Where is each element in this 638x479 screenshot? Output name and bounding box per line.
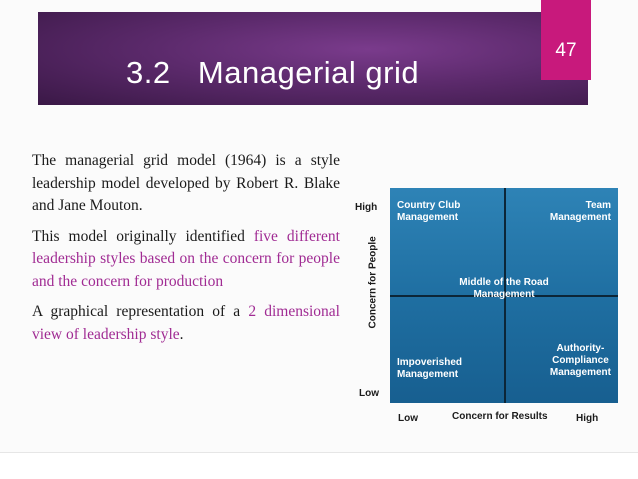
title-banner bbox=[38, 12, 588, 105]
paragraph-2-text: This model originally identified bbox=[32, 227, 254, 245]
cell-authority-line-2: Compliance bbox=[552, 355, 609, 366]
body-text bbox=[32, 150, 340, 354]
cell-team bbox=[550, 200, 611, 224]
x-axis-high: High bbox=[576, 413, 599, 424]
cell-team-line-2: Management bbox=[549, 212, 611, 223]
page-number-tab bbox=[541, 0, 591, 80]
x-axis-low: Low bbox=[398, 413, 418, 424]
paragraph-2-highlight: five different leadership styles based on the concern for people and the concern for production bbox=[32, 227, 340, 290]
paragraph-3-end: . bbox=[179, 325, 184, 343]
cell-impoverished bbox=[397, 357, 462, 381]
paragraph-3-highlight: 2 dimensional view of leadership style bbox=[32, 303, 340, 343]
cell-authority-line-1: Authority- bbox=[556, 343, 605, 354]
cell-middle-line-2: Management bbox=[473, 289, 535, 300]
cell-middle-of-the-road bbox=[454, 277, 554, 301]
x-axis-label: Concern for Results bbox=[452, 411, 548, 422]
cell-authority-compliance bbox=[550, 343, 611, 379]
cell-impoverished-line-1: Impoverished bbox=[397, 357, 463, 368]
y-axis-low: Low bbox=[359, 388, 379, 399]
paragraph-3 bbox=[32, 301, 340, 346]
cell-team-line-1: Team bbox=[585, 200, 611, 211]
grid-box bbox=[390, 188, 618, 403]
paragraph-3-text: A graphical representation of a bbox=[32, 303, 249, 320]
cell-country-club-line-1: Country Club bbox=[397, 200, 461, 211]
slide-title: 3.2 Managerial grid bbox=[126, 55, 420, 90]
cell-middle-line-1: Middle of the Road bbox=[459, 277, 549, 288]
page-number: 47 bbox=[555, 40, 577, 61]
y-axis-high: High bbox=[355, 202, 378, 213]
paragraph-2 bbox=[32, 226, 340, 294]
cell-impoverished-line-2: Management bbox=[397, 369, 459, 380]
y-axis-label: Concern for People bbox=[367, 236, 379, 329]
cell-country-club-line-2: Management bbox=[397, 212, 459, 223]
cell-authority-line-3: Management bbox=[549, 367, 611, 378]
paragraph-1: The managerial grid model (1964) is a style leadership model developed by Robert R. Blake and Jane Mouton. bbox=[32, 152, 340, 214]
managerial-grid-diagram bbox=[352, 180, 622, 430]
cell-country-club bbox=[397, 200, 460, 224]
